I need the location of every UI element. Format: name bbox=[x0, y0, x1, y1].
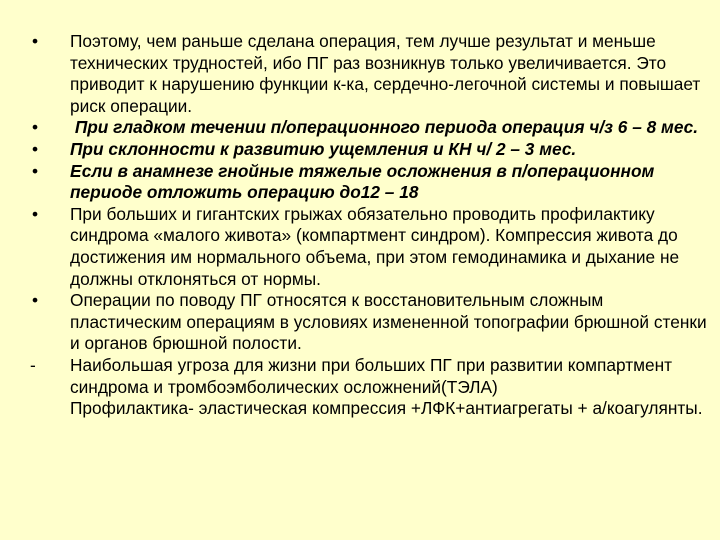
bullet-icon: • bbox=[32, 117, 39, 138]
list-item bbox=[30, 117, 710, 139]
item-text: Наибольшая угроза для жизни при больших ПГ при развитии компартмент синдрома и тромбоэмболических осложнений(ТЭЛА) bbox=[70, 354, 673, 397]
item-text: Если в анамнезе гнойные тяжелые осложнения в п/операционном периоде отложить операцию до12 – 18 bbox=[70, 160, 655, 203]
dash-list-item bbox=[30, 355, 710, 398]
closing-text: Профилактика- эластическая компрессия +ЛФК+антиагрегаты + а/коагулянты. bbox=[70, 398, 703, 419]
bullet-icon: • bbox=[32, 31, 39, 51]
bullet-icon: • bbox=[32, 203, 39, 224]
bullet-list bbox=[30, 31, 710, 420]
list-item bbox=[30, 139, 710, 161]
list-item bbox=[30, 161, 710, 204]
bullet-icon: • bbox=[32, 290, 39, 311]
item-text: При больших и гигантских грыжах обязательно проводить профилактику синдрома «малого живота» (компартмент синдром). Компрессия живота до достижения им нормального объема, при этом гемодинамика и дыхание не должны отклоняться от нормы. bbox=[70, 203, 680, 289]
item-text: При склонности к развитию ущемления и КН ч/ 2 – 3 мес. bbox=[70, 138, 577, 159]
item-text: Операции по поводу ПГ относятся к восстановительным сложным пластическим операциям в условиях измененной топографии брюшной стенки и органов брюшной полости. bbox=[70, 290, 707, 354]
bullet-icon: • bbox=[32, 138, 39, 159]
item-text: При гладком течении п/операционного периода операция ч/з 6 – 8 мес. bbox=[70, 117, 699, 138]
list-item bbox=[30, 204, 710, 290]
list-item bbox=[30, 290, 710, 355]
list-item bbox=[30, 31, 710, 117]
dash-icon: - bbox=[30, 354, 36, 375]
closing-paragraph bbox=[30, 398, 710, 420]
bullet-icon: • bbox=[32, 160, 39, 181]
item-text: Поэтому, чем раньше сделана операция, тем лучше результат и меньше технических трудностей, ибо ПГ раз возникнув только увеличивается. Это приводит к нарушению функции к-ка, сердечно-легочной системы и повышает риск операции. bbox=[70, 31, 701, 116]
